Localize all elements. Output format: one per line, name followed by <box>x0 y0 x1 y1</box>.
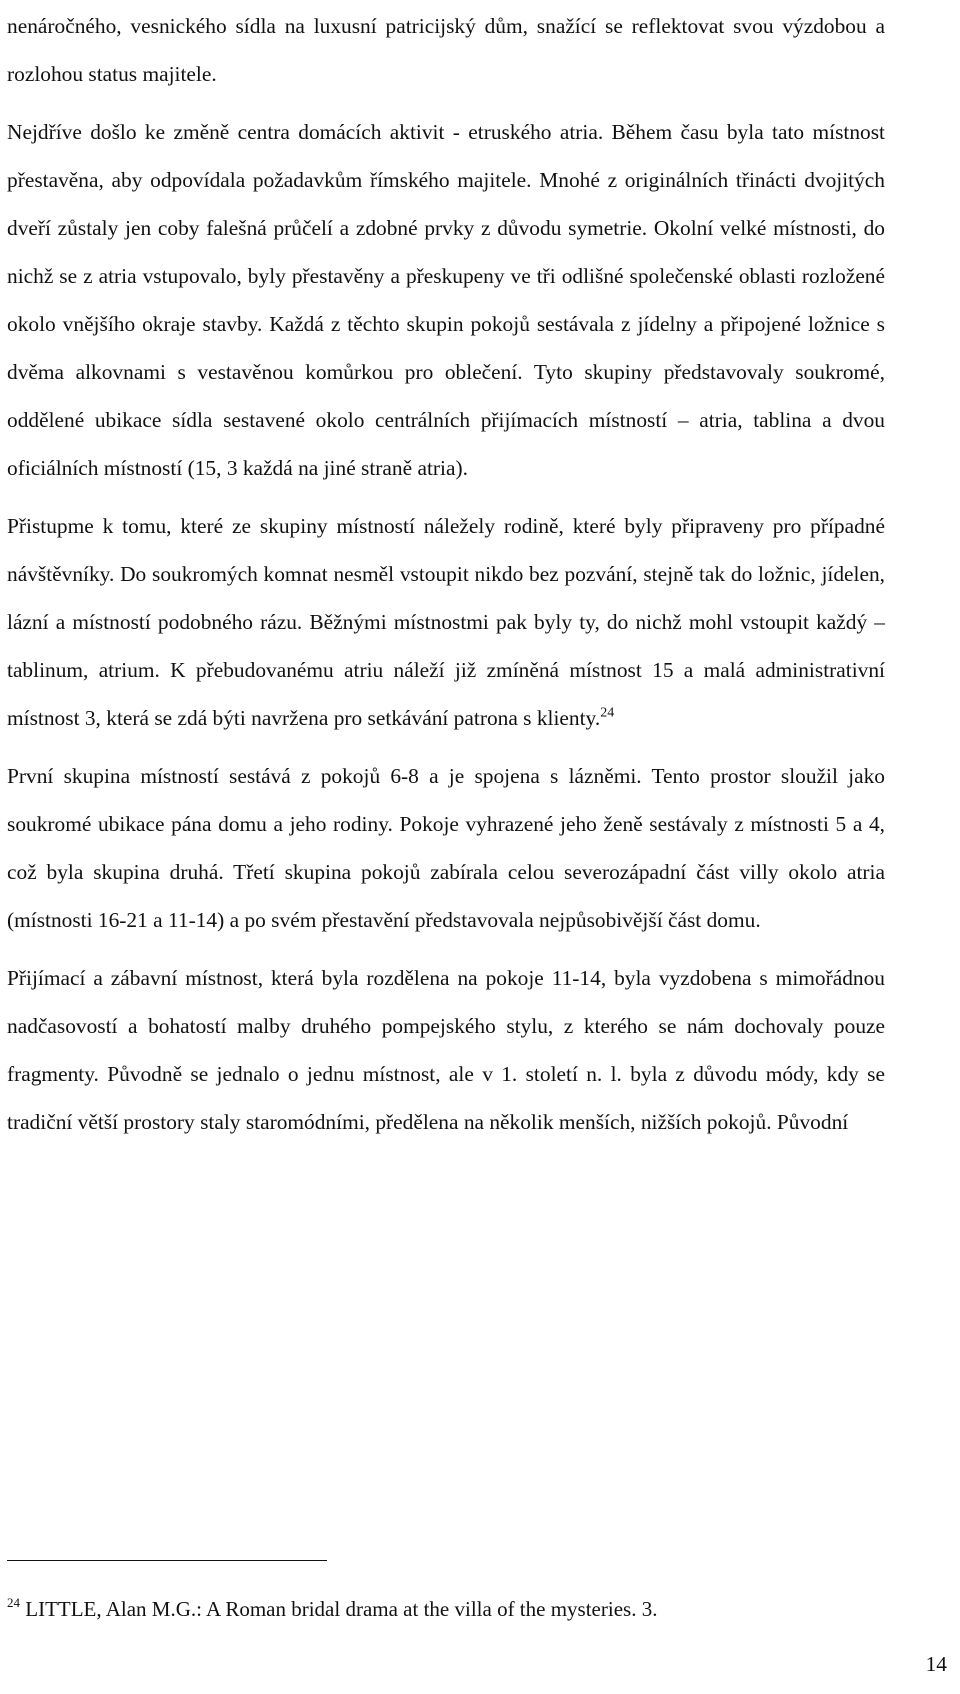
footnote-text: LITTLE, Alan M.G.: A Roman bridal drama at the villa of the mysteries. 3. <box>25 1597 658 1621</box>
paragraph-4-text: První skupina místností sestává z pokojů 6-8 a je spojena s lázněmi. Tento prostor sloužil jako soukromé ubikace pána domu a jeho rodiny. Pokoje vyhrazené jeho ženě sestávaly z místnosti 5 a 4, což byla skupina druhá. Třetí skupina pokojů zabírala celou severozápadní část villy okolo atria (místnosti 16-21 a 11-14) a po svém přestavění představovala nejpůsobivější část domu. <box>7 764 885 932</box>
paragraph-1-text: nenáročného, vesnického sídla na luxusní patricijský dům, snažící se reflektovat svou výzdobou a rozlohou status majitele. <box>7 14 885 86</box>
paragraph-1 <box>7 2 885 98</box>
paragraph-3 <box>7 502 885 742</box>
paragraph-5-text: Přijímací a zábavní místnost, která byla rozdělena na pokoje 11-14, byla vyzdobena s mimořádnou nadčasovostí a bohatostí malby druhého pompejského stylu, z kterého se nám dochovaly pouze fragmenty. Původně se jednalo o jednu místnost, ale v 1. století n. l. byla z důvodu módy, kdy se tradiční větší prostory staly staromódními, předělena na několik menších, nižších pokojů. Původní <box>7 966 885 1134</box>
footnote-reference[interactable]: 24 <box>600 705 615 721</box>
page-number: 14 <box>925 1652 947 1676</box>
footnote <box>7 1595 907 1623</box>
footnote-number: 24 <box>7 1594 20 1610</box>
page-body <box>7 0 885 1146</box>
paragraph-4 <box>7 752 885 944</box>
paragraph-2 <box>7 108 885 492</box>
paragraph-2-text: Nejdříve došlo ke změně centra domácích aktivit - etruského atria. Během času byla tato místnost přestavěna, aby odpovídala požadavkům římského majitele. Mnohé z originálních třinácti dvojitých dveří zůstaly jen coby falešná průčelí a zdobné prvky z důvodu symetrie. Okolní velké místnosti, do nichž se z atria vstupovalo, byly přestavěny a přeskupeny ve tři odlišné společenské oblasti rozložené okolo vnějšího okraje stavby. Každá z těchto skupin pokojů sestávala z jídelny a připojené ložnice s dvěma alkovnami s vestavěnou komůrkou pro oblečení. Tyto skupiny představovaly soukromé, oddělené ubikace sídla sestavené okolo centrálních přijímacích místností – atria, tablina a dvou oficiálních místností (15, 3 každá na jiné straně atria). <box>7 120 885 480</box>
paragraph-5 <box>7 954 885 1146</box>
footnote-separator <box>7 1560 327 1561</box>
paragraph-3-text: Přistupme k tomu, které ze skupiny místností náležely rodině, které byly připraveny pro případné návštěvníky. Do soukromých komnat nesměl vstoupit nikdo bez pozvání, stejně tak do ložnic, jídelen, lázní a místností podobného rázu. Běžnými místnostmi pak byly ty, do nichž mohl vstoupit každý – tablinum, atrium. K přebudovanému atriu náleží již zmíněná místnost 15 a malá administrativní místnost 3, která se zdá býti navržena pro setkávání patrona s klienty. <box>7 514 885 730</box>
